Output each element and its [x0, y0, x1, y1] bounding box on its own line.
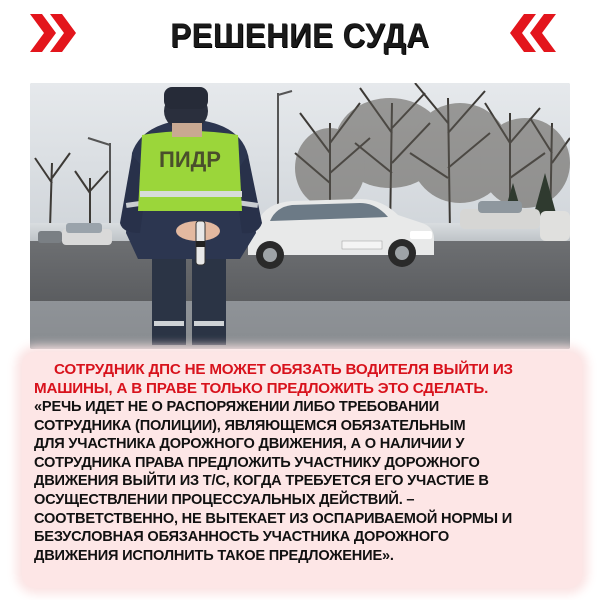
- page-title: РЕШЕНИЕ СУДА: [170, 16, 430, 55]
- quote-line: БЕЗУСЛОВНАЯ ОБЯЗАННОСТЬ УЧАСТНИКА ДОРОЖНОГО: [34, 529, 450, 546]
- quote-line: СОТРУДНИКА ПРАВА ПРЕДЛОЖИТЬ УЧАСТНИКУ ДОРОЖНОГО: [34, 454, 480, 471]
- photo: [30, 83, 570, 349]
- court-quote: [34, 398, 576, 565]
- lead-text: [34, 360, 576, 398]
- lead-line: СОТРУДНИК ДПС НЕ МОЖЕТ ОБЯЗАТЬ ВОДИТЕЛЯ ВЫЙТИ ИЗ: [54, 361, 513, 378]
- quote-line: СОТРУДНИКА (ПОЛИЦИИ), ЯВЛЯЮЩЕМСЯ ОБЯЗАТЕЛЬНЫМ: [34, 417, 466, 434]
- quote-line: «РЕЧЬ ИДЕТ НЕ О РАСПОРЯЖЕНИИ ЛИБО ТРЕБОВАНИИ: [34, 399, 439, 415]
- vest-label: ПИДР: [159, 147, 221, 172]
- quote-line: СООТВЕТСТВЕННО, НЕ ВЫТЕКАЕТ ИЗ ОСПАРИВАЕМОЙ НОРМЫ И: [34, 510, 513, 527]
- double-chevron-left-icon: [500, 8, 560, 58]
- road-snow: [30, 301, 570, 349]
- lead-line: МАШИНЫ, А В ПРАВЕ ТОЛЬКО ПРЕДЛОЖИТЬ ЭТО СДЕЛАТЬ.: [34, 380, 489, 397]
- text-panel: [22, 352, 582, 588]
- quote-line: ДВИЖЕНИЯ ВЫЙТИ ИЗ Т/С, КОГДА ТРЕБУЕТСЯ ЕГО УЧАСТИЕ В: [34, 473, 489, 490]
- quote-line: ОСУЩЕСТВЛЕНИИ ПРОЦЕССУАЛЬНЫХ ДЕЙСТВИЙ. –: [34, 491, 415, 508]
- quote-line: ДЛЯ УЧАСТНИКА ДОРОЖНОГО ДВИЖЕНИЯ, А О НАЛИЧИИ У: [34, 436, 465, 453]
- quote-line: ДВИЖЕНИЯ ИСПОЛНИТЬ ТАКОЕ ПРЕДЛОЖЕНИЕ».: [34, 547, 394, 564]
